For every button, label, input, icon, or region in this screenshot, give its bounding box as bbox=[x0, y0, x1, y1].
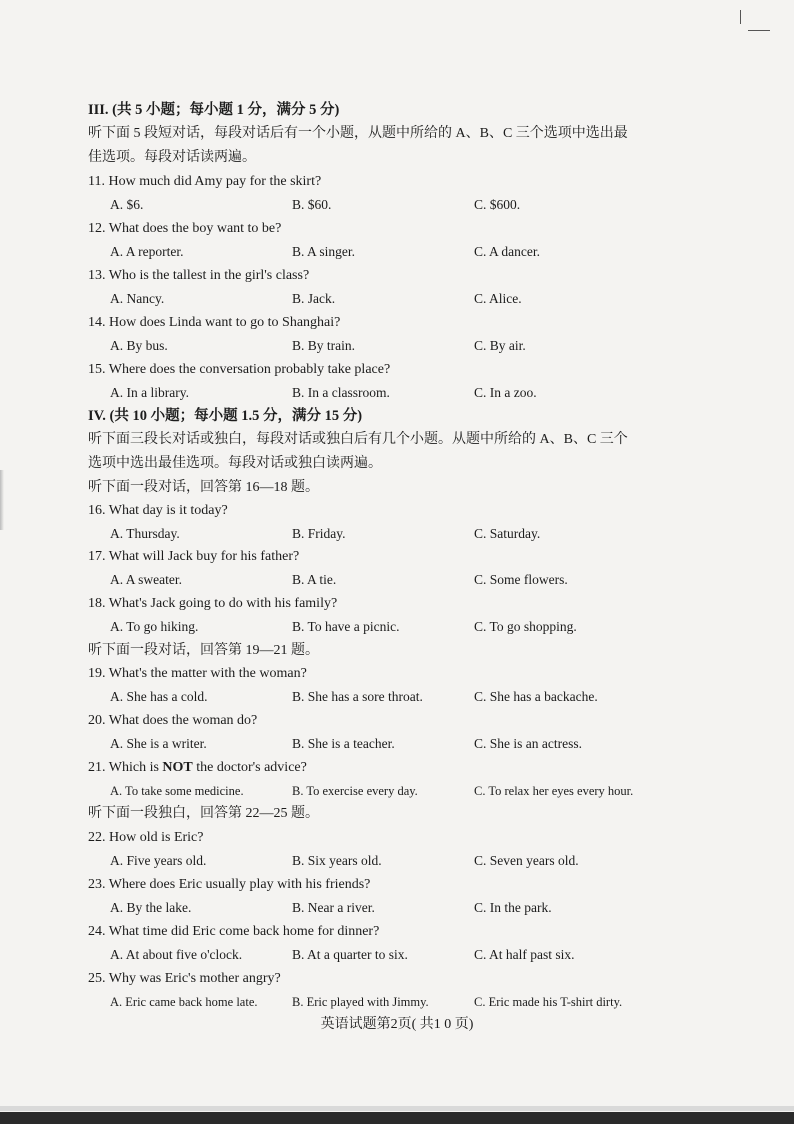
option-a: A. Eric came back home late. bbox=[110, 995, 258, 1009]
option-b: B. A singer. bbox=[292, 244, 356, 259]
scan-edge bbox=[0, 1106, 794, 1111]
option-b: B. Eric played with Jimmy. bbox=[292, 995, 429, 1009]
option-a: A. $6. bbox=[110, 197, 144, 212]
question-23: 23. Where does Eric usually play with his friends? bbox=[88, 877, 371, 892]
option-a: A. She is a writer. bbox=[110, 736, 207, 751]
option-c: C. Alice. bbox=[474, 291, 522, 306]
option-c: C. She is an actress. bbox=[474, 736, 582, 751]
scan-edge bbox=[0, 1112, 794, 1124]
question-25: 25. Why was Eric's mother angry? bbox=[88, 971, 281, 986]
section-heading: IV. (共 10 小题；每小题 1.5 分，满分 15 分) bbox=[88, 408, 363, 424]
option-a: A. Thursday. bbox=[110, 526, 180, 541]
section-instruction: 听下面 5 段短对话，每段对话后有一个小题，从题中所给的 A、B、C 三个选项中选出最 bbox=[88, 126, 628, 141]
question-22: 22. How old is Eric? bbox=[88, 830, 204, 845]
option-a: A. To take some medicine. bbox=[110, 784, 244, 798]
question-21 bbox=[88, 759, 307, 777]
option-b: B. At a quarter to six. bbox=[292, 947, 408, 962]
part-label: 听下面一段对话，回答第 16—18 题。 bbox=[88, 480, 319, 495]
option-b: B. A tie. bbox=[292, 572, 337, 587]
section-instruction: 佳选项。每段对话读两遍。 bbox=[88, 150, 256, 165]
option-b: B. By train. bbox=[292, 338, 355, 353]
option-c: C. $600. bbox=[474, 197, 521, 212]
question-15: 15. Where does the conversation probably take place? bbox=[88, 362, 391, 377]
option-c: C. She has a backache. bbox=[474, 689, 598, 704]
option-c: C. In a zoo. bbox=[474, 385, 537, 400]
option-c: C. Seven years old. bbox=[474, 853, 579, 868]
option-a: A. By bus. bbox=[110, 338, 168, 353]
option-b: B. Near a river. bbox=[292, 900, 375, 915]
section-heading: III. (共 5 小题；每小题 1 分，满分 5 分) bbox=[88, 102, 340, 118]
scan-shadow bbox=[0, 470, 4, 530]
question-11: 11. How much did Amy pay for the skirt? bbox=[88, 174, 322, 189]
option-c: C. At half past six. bbox=[474, 947, 575, 962]
question-12: 12. What does the boy want to be? bbox=[88, 221, 282, 236]
question-18: 18. What's Jack going to do with his family? bbox=[88, 596, 338, 611]
option-b: B. Six years old. bbox=[292, 853, 382, 868]
option-b: B. To exercise every day. bbox=[292, 784, 418, 798]
option-b: B. To have a picnic. bbox=[292, 619, 400, 634]
option-a: A. A reporter. bbox=[110, 244, 184, 259]
part-label: 听下面一段对话，回答第 19—21 题。 bbox=[88, 643, 319, 658]
section-instruction: 选项中选出最佳选项。每段对话或独白读两遍。 bbox=[88, 456, 382, 471]
question-text: 21. Which is bbox=[88, 760, 163, 775]
part-label: 听下面一段独白，回答第 22—25 题。 bbox=[88, 806, 319, 821]
page-footer: 英语试题第2页( 共1 0 页) bbox=[320, 1017, 474, 1032]
option-a: A. In a library. bbox=[110, 385, 189, 400]
option-a: A. Nancy. bbox=[110, 291, 165, 306]
option-c: C. By air. bbox=[474, 338, 526, 353]
option-a: A. She has a cold. bbox=[110, 689, 208, 704]
question-20: 20. What does the woman do? bbox=[88, 713, 258, 728]
question-14: 14. How does Linda want to go to Shanghai? bbox=[88, 315, 341, 330]
option-c: C. A dancer. bbox=[474, 244, 540, 259]
question-24: 24. What time did Eric come back home for dinner? bbox=[88, 924, 380, 939]
option-b: B. $60. bbox=[292, 197, 332, 212]
option-b: B. Friday. bbox=[292, 526, 346, 541]
question-17: 17. What will Jack buy for his father? bbox=[88, 549, 300, 564]
question-16: 16. What day is it today? bbox=[88, 503, 228, 518]
option-a: A. By the lake. bbox=[110, 900, 192, 915]
question-text: the doctor's advice? bbox=[192, 760, 307, 775]
question-19: 19. What's the matter with the woman? bbox=[88, 666, 307, 681]
option-c: C. Eric made his T-shirt dirty. bbox=[474, 995, 623, 1009]
scan-mark bbox=[748, 30, 770, 31]
option-c: C. To go shopping. bbox=[474, 619, 577, 634]
option-b: B. She has a sore throat. bbox=[292, 689, 423, 704]
option-c: C. To relax her eyes every hour. bbox=[474, 784, 634, 798]
option-a: A. Five years old. bbox=[110, 853, 207, 868]
option-c: C. In the park. bbox=[474, 900, 552, 915]
option-a: A. A sweater. bbox=[110, 572, 182, 587]
option-a: A. To go hiking. bbox=[110, 619, 199, 634]
option-c: C. Saturday. bbox=[474, 526, 541, 541]
option-c: C. Some flowers. bbox=[474, 572, 568, 587]
option-b: B. She is a teacher. bbox=[292, 736, 395, 751]
scan-mark bbox=[740, 10, 741, 24]
option-b: B. In a classroom. bbox=[292, 385, 390, 400]
option-a: A. At about five o'clock. bbox=[110, 947, 243, 962]
question-13: 13. Who is the tallest in the girl's class? bbox=[88, 268, 310, 283]
option-b: B. Jack. bbox=[292, 291, 336, 306]
emphasis-text: NOT bbox=[162, 760, 193, 775]
section-instruction: 听下面三段长对话或独白，每段对话或独白后有几个小题。从题中所给的 A、B、C 三个 bbox=[88, 432, 628, 447]
